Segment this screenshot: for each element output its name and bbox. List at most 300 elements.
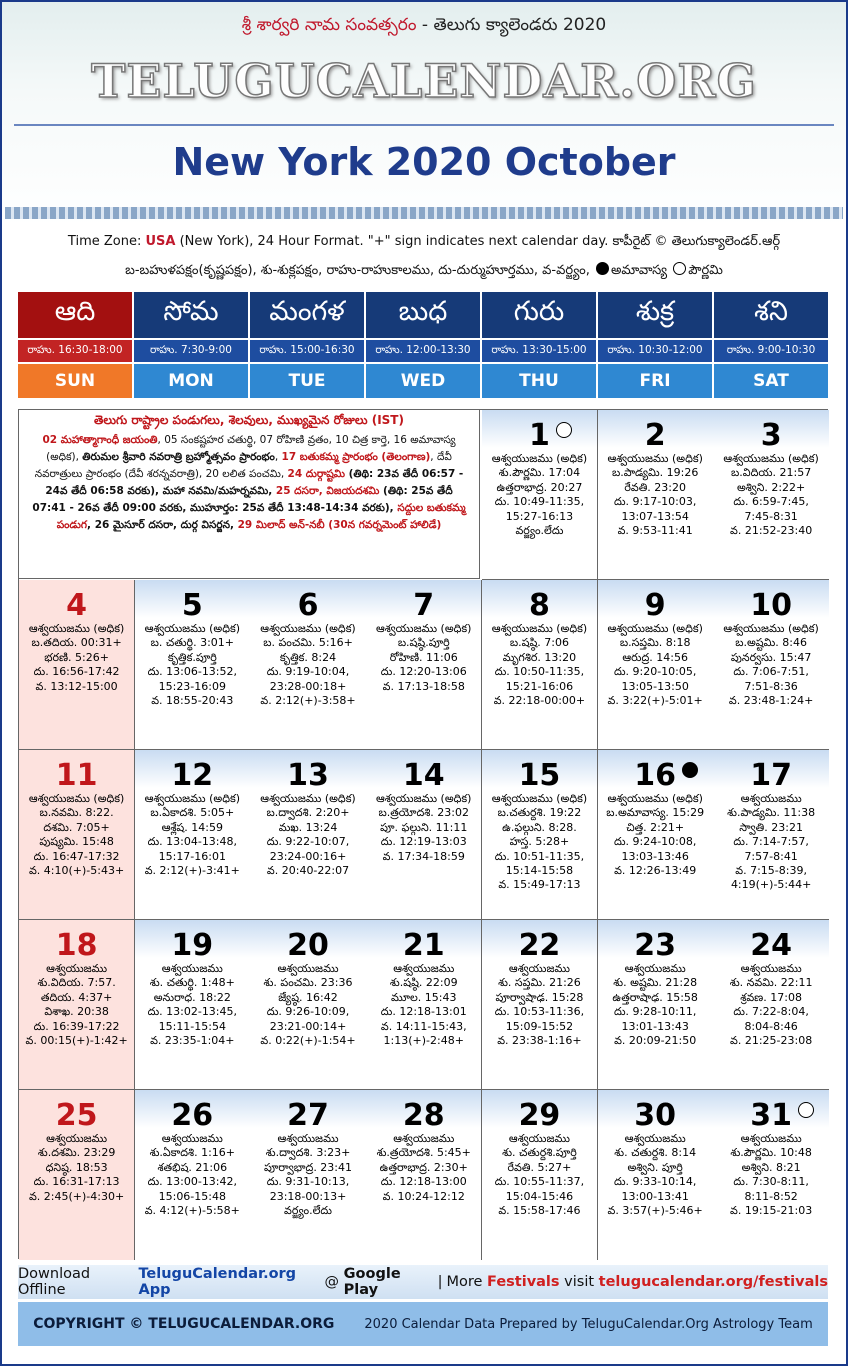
panchang-line: ఆశ్వయుజము [393,962,455,975]
festival-body: 02 మహాత్మాగాంధీ జయంతి, 05 సంకష్టహర చతుర్థి, 07 రోహిణి వ్రతం, 10 చిత్ర కార్తె, 16 అమావాస్య (అధిక), తిరుమల శ్రీవారి నవరాత్రి బ్రహ్మోత్సవం ప్రారంభం, 17 బతుకమ్మ ప్రారంభం (తెలంగాణ), దేవీ నవరాత్రులు ప్రారంభం (దేవీ శరన్నవరాత్రి), 20 లలిత పంచమి, 24 దుర్గాష్టమి (తిథి: 23వ తేదీ 06:57 - 24వ తేదీ 06:58 వరకు), మహా నవమి/మహర్నవమి, 25 దసరా, విజయదశమి (తిథి: 25వ తేదీ 07:41 - 26వ తేదీ 09:00 వరకు, ముహూర్తం: 25వ తేదీ 13:48-14:34 వరకు), సద్దుల బతుకమ్మ పండుగ, 26 మైసూర్ దసరా, దుర్గ విసర్జన, 29 మిలాద్ అన్-నబీ (30న గవర్నమెంట్ హాలిడే) [32,434,466,531]
panchang-line: వ. 9:53-11:41 [617,524,693,538]
day-number: 19 [171,928,214,963]
panchang-line: పుష్యమి. 15:48 [39,835,114,849]
panchang-line: దు. 13:04-13:48, [147,835,238,849]
panchang-line: ఆశ్వయుజము (అధిక) [260,792,356,805]
day-cell[interactable] [713,580,829,750]
panchang-line: దు. 9:20-10:05, [613,665,697,679]
panchang-line: ఆశ్వయుజము (అధిక) [491,622,588,635]
day-number: 27 [287,1098,329,1133]
day-cell[interactable] [713,920,829,1090]
weekday-telugu: సోమ [134,292,248,338]
header [2,2,846,227]
panchang-line: దు. 10:55-11:37, [494,1175,585,1189]
day-number: 11 [55,758,98,793]
weekday-english: SAT [714,364,828,398]
panchang-line: ధనిష్ఠ. 18:53 [45,1160,108,1174]
day-cell[interactable] [135,750,251,920]
panchang-line: వ. 7:15-8:39, [735,864,807,878]
copyright-bar [18,1302,828,1346]
panchang-line: వ. 22:18-00:00+ [493,694,586,708]
panchang-line: దు. 9:19-10:04, [266,665,350,679]
panchang-line: బ.ఏకాదశి. 5:05+ [150,806,235,820]
panchang-line: రేవతి. 5:27+ [507,1160,572,1174]
app-link[interactable]: TeluguCalendar.org App [138,1266,297,1298]
weekday-telugu: శని [714,292,828,338]
day-number: 24 [750,928,792,963]
day-number: 13 [287,758,329,793]
panchang-line: ఆశ్వయుజము [277,962,339,975]
day-number: 10 [750,588,792,623]
panchang-line: 13:07-13:54 [621,509,689,523]
panchang-line: వ. 20:40-22:07 [266,864,350,878]
panchang-line: దు. 9:17-10:03, [613,495,697,509]
amavasya-icon [682,762,698,778]
panchang-line: దు. 6:59-7:45, [733,495,809,509]
day-number: 29 [518,1098,561,1133]
panchang-line: ఆశ్వయుజము [46,962,108,975]
panchang-line: ఆరుద్ర. 14:56 [622,650,688,664]
weekday-english: FRI [598,364,712,398]
panchang-line: శు.దశమి. 23:29 [37,1146,116,1160]
day-cell[interactable] [482,750,598,920]
panchang-line: ఉ.ఫల్గుని. 8:28. [502,820,577,834]
panchang-line: శు. అష్టమి. 21:28 [613,976,698,990]
panchang-line: దు. 12:20-13:06 [380,665,467,679]
day-cell[interactable] [135,1090,251,1260]
panchang-line: దు. 9:22-10:07, [266,835,350,849]
panchang-line: కృత్తిక.పూర్తి [167,650,217,664]
day-cell[interactable] [366,1090,482,1260]
panchang-line: దు. 12:18-13:00 [380,1175,467,1189]
panchang-line: వర్జ్యం.లేదు [515,524,564,538]
panchang-line: ఆశ్వయుజము [277,1132,339,1145]
panchang-line: తదియ. 4:37+ [40,990,113,1004]
panchang-line: శు. నవమి. 22:11 [729,976,813,990]
pournami-icon [798,1102,814,1118]
panchang-line: వ. 2:45(+)-4:30+ [28,1189,125,1203]
weekday-english: MON [134,364,248,398]
panchang-line: 13:01-13:43 [621,1019,689,1033]
panchang-line: దు. 12:18-13:01 [380,1005,467,1019]
festival-list [19,410,480,579]
panchang-line: 13:03-13:46 [621,849,689,863]
panchang-line: అనురాధ. 18:22 [153,990,231,1004]
panchang-line: ఆశ్వయుజము [161,1132,223,1145]
panchang-line: వ. 17:34-18:59 [382,849,465,863]
panchang-line: ఆశ్వయుజము [740,1132,802,1145]
weekday-mon [134,292,248,400]
weekday-header [18,292,828,400]
day-number: 3 [760,418,782,453]
day-number: 17 [750,758,792,793]
samvatsaram-line: శ్రీ శార్వరి నామ సంవత్సరం - తెలుగు క్యాలెండరు 2020 [241,15,607,35]
panchang-line: దు. 10:51-11:35, [494,849,585,863]
panchang-line: 15:11-15:54 [158,1019,226,1033]
panchang-line: 15:06-15:48 [158,1189,226,1203]
panchang-line: 7:57-8:41 [744,849,798,863]
panchang-line: 23:28-00:18+ [269,679,347,693]
panchang-line: బ. చతుర్థి. 3:01+ [150,636,234,650]
day-cell[interactable] [19,750,135,920]
panchang-line: ఆశ్వయుజము [46,1132,108,1145]
panchang-line: శు. చతుర్దశి.పూర్తి [502,1146,577,1160]
festival-title: తెలుగు రాష్ట్రాల పండుగలు, శెలవులు, ముఖ్యమైన రోజులు (IST) [94,413,404,427]
rahu-kalam: రాహు. 7:30-9:00 [134,340,248,362]
panchang-line: శు.పాడ్యమి. 11:38 [727,806,816,820]
weekday-telugu: మంగళ [250,292,364,338]
weekday-telugu: ఆది [18,292,132,338]
day-cell[interactable] [366,920,482,1090]
panchang-line: దశమి. 7:05+ [43,820,110,834]
day-number: 15 [518,758,561,793]
panchang-line: 13:00-13:41 [621,1189,689,1203]
panchang-line: ఆశ్వయుజము (అధిక) [144,792,241,805]
day-number: 23 [634,928,677,963]
panchang-line: బ.చతుర్దశి. 19:22 [497,806,582,820]
day-number: 4 [66,588,88,623]
panchang-line: ఆశ్వయుజము [508,962,570,975]
panchang-line: శు.ద్వాదశి. 3:23+ [265,1146,351,1160]
rahu-kalam: రాహు. 12:00-13:30 [366,340,480,362]
panchang-line: వ. 2:12(+)-3:58+ [260,694,356,708]
panchang-line: శు. చతుర్దశి. 8:14 [614,1146,697,1160]
panchang-line: బ.అష్టమి. 8:46 [735,636,807,650]
pournami-icon [556,422,572,438]
panchang-line: 15:14-15:58 [505,864,574,878]
panchang-line: దు. 12:19-13:03 [380,835,467,849]
weekday-fri [598,292,712,400]
panchang-line: శ్రవణ. 17:08 [740,990,802,1004]
day-cell[interactable] [135,920,251,1090]
panchang-line: దు. 16:31-17:13 [33,1175,120,1189]
panchang-line: శు. చతుర్థి. 1:48+ [149,976,235,990]
panchang-line: 1:13(+)-2:48+ [383,1034,464,1048]
panchang-line: ఆశ్వయుజము [624,1132,686,1145]
day-cell[interactable] [19,1090,135,1260]
weekday-thu [482,292,596,400]
panchang-line: వ. 4:10(+)-5:43+ [28,864,125,878]
download-banner: Download Offline TeluguCalendar.org App @ Google Play | More Festivals visit telugucalendar.org/festivals [18,1266,828,1298]
panchang-line: దు. 16:56-17:42 [33,665,120,679]
panchang-line: బ.షష్ఠి.పూర్తి [397,636,450,650]
day-number: 28 [402,1098,445,1133]
panchang-line: వ. 3:22(+)-5:01+ [607,694,703,708]
weekday-telugu: బుధ [366,292,480,338]
day-cell[interactable] [598,410,714,580]
day-number: 9 [644,588,666,623]
panchang-line: మృగశిర. 13:20 [502,650,577,664]
panchang-line: దు. 10:50-11:35, [494,665,585,679]
day-cell[interactable] [366,750,482,920]
panchang-line: వ. 12:26-13:49 [614,864,697,878]
panchang-line: 15:04-15:46 [505,1189,574,1203]
day-cell[interactable] [19,920,135,1090]
day-number: 1 [529,420,550,452]
panchang-line: ఆశ్వయుజము (అధిక) [491,792,588,805]
day-cell[interactable] [598,750,714,920]
panchang-line: ఆశ్వయుజము (అధిక) [376,792,472,805]
day-number: 7 [413,588,435,623]
day-number: 8 [529,588,550,623]
festivals-link[interactable]: Festivals [487,1274,560,1290]
weekday-telugu: శుక్ర [598,292,712,338]
panchang-line: దు. 9:24-10:08, [613,835,697,849]
panchang-line: మఖ. 13:24 [278,820,338,834]
weekday-telugu: గురు [482,292,596,338]
panchang-line: 23:18-00:13+ [269,1189,347,1203]
day-number: 18 [55,928,98,963]
day-cell[interactable] [482,410,598,580]
panchang-line: ఆశ్వయుజము [740,962,802,975]
panchang-line: ఆశ్వయుజము (అధిక) [28,622,125,635]
panchang-line: వ. 23:48-1:24+ [728,694,814,708]
day-number: 12 [171,758,214,793]
panchang-line: 23:21-00:14+ [269,1019,347,1033]
panchang-line: వ. 10:24-12:12 [382,1189,465,1203]
panchang-line: అశ్విని. 2:22+ [736,480,806,494]
panchang-line: అశ్విని. పూర్తి [627,1160,683,1174]
day-number: 16 [634,760,676,792]
panchang-line: ఆశ్వయుజము [740,792,802,805]
panchang-line: మూల. 15:43 [391,990,457,1004]
panchang-line: 13:05-13:50 [621,679,689,693]
timezone-note: Time Zone: USA (New York), 24 Hour Format. "+" sign indicates next calendar day. కాపీరైట్ © తెలుగుక్యాలెండర్.ఆర్గ్ [67,234,781,249]
panchang-line: శు.త్రయోదశి. 5:45+ [376,1146,471,1160]
panchang-line: వ. 00:15(+)-1:42+ [25,1034,128,1048]
day-number: 31 [750,1100,792,1132]
panchang-line: జ్యేష్ఠ. 16:42 [278,990,338,1004]
panchang-line: ఆశ్వయుజము (అధిక) [607,452,703,465]
panchang-line: 15:09-15:52 [505,1019,574,1033]
festivals-url-link[interactable]: telugucalendar.org/festivals [598,1274,828,1290]
weekday-sun [18,292,132,400]
panchang-line: ఆశ్వయుజము (అధిక) [28,792,125,805]
day-cell[interactable] [250,920,366,1090]
panchang-line: బ. పంచమి. 5:16+ [263,636,353,650]
panchang-line: బ.విదియ. 21:57 [731,466,812,480]
prepared-by: 2020 Calendar Data Prepared by TeluguCalendar.Org Astrology Team [364,1316,813,1332]
panchang-line: భరణి. 5:26+ [44,650,109,664]
panchang-line: 15:21-16:06 [505,679,574,693]
weekday-english: TUE [250,364,364,398]
day-cell[interactable] [482,1090,598,1260]
panchang-line: 23:24-00:16+ [269,849,347,863]
panchang-line: దు. 7:30-8:11, [733,1175,809,1189]
panchang-line: కృత్తిక. 8:24 [279,650,337,664]
panchang-line: 4:19(+)-5:44+ [730,878,812,892]
panchang-line: వ. 4:12(+)-5:58+ [144,1204,240,1218]
decorative-band [5,207,843,219]
panchang-line: 7:45-8:31 [744,509,798,523]
panchang-line: శు.పౌర్ణమి. 17:04 [498,466,581,480]
panchang-line: వ. 0:22(+)-1:54+ [260,1034,356,1048]
panchang-line: దు. 7:06-7:51, [733,665,809,679]
panchang-line: వ. 15:58-17:46 [498,1204,581,1218]
panchang-line: వ. 23:38-1:16+ [497,1034,582,1048]
weekday-english: SUN [18,364,132,398]
weekday-english: WED [366,364,480,398]
panchang-line: వ. 19:15-21:03 [730,1204,813,1218]
rahu-kalam: రాహు. 9:00-10:30 [714,340,828,362]
panchang-line: వ. 15:49-17:13 [498,878,581,892]
day-number: 5 [181,588,203,623]
day-cell[interactable] [713,750,829,920]
rahu-kalam: రాహు. 15:00-16:30 [250,340,364,362]
panchang-line: పునర్వసు. 15:47 [730,650,812,664]
panchang-line: ఆశ్వయుజము (అధిక) [607,792,703,805]
panchang-line: వ. 2:12(+)-3:41+ [144,864,240,878]
panchang-line: బ.ద్వాదశి. 2:20+ [266,806,350,820]
panchang-line: శు.ఏకాదశి. 1:16+ [149,1146,236,1160]
day-cell[interactable] [366,580,482,750]
panchang-line: స్వాతి. 23:21 [739,820,803,834]
panchang-line: దు. 13:06-13:52, [147,665,238,679]
panchang-line: బ.సప్తమి. 8:18 [619,636,691,650]
day-cell[interactable] [250,1090,366,1260]
day-cell[interactable] [135,580,251,750]
rahu-kalam: రాహు. 10:30-12:00 [598,340,712,362]
panchang-line: అశ్విని. 8:21 [741,1160,801,1174]
panchang-line: 15:23-16:09 [158,679,226,693]
panchang-line: వ. 23:35-1:04+ [150,1034,235,1048]
panchang-line: 15:27-16:13 [505,509,574,523]
panchang-line: వ. 18:55-20:43 [151,694,234,708]
panchang-line: వ. 14:11-15:43, [380,1019,467,1033]
day-cell[interactable] [713,1090,829,1260]
panchang-line: శు. పంచమి. 23:36 [263,976,353,990]
panchang-line: 15:17-16:01 [158,849,226,863]
day-cell[interactable] [250,580,366,750]
google-play-link[interactable]: Google Play [343,1266,401,1298]
panchang-line: 8:04-8:46 [744,1019,798,1033]
panchang-line: ఆశ్వయుజము [161,962,223,975]
amavasya-icon [596,262,609,275]
panchang-line: బ.అమావాస్య. 15:29 [606,806,705,820]
day-cell[interactable] [250,750,366,920]
panchang-line: వ. 13:12-15:00 [35,679,118,693]
divider [14,124,834,126]
site-logo[interactable]: TELUGUCALENDAR.ORG [91,54,757,108]
rahu-kalam: రాహు. 16:30-18:00 [18,340,132,362]
panchang-line: వ. 21:52-23:40 [730,524,813,538]
panchang-line: శు. సప్తమి. 21:26 [498,976,581,990]
page-title: New York 2020 October [172,140,676,184]
panchang-line: హస్త. 5:28+ [509,835,570,849]
panchang-line: దు. 7:22-8:04, [733,1005,809,1019]
panchang-line: ఉత్తరాషాఢ. 15:58 [612,990,698,1004]
panchang-line: చిత్త. 2:21+ [626,820,685,834]
panchang-line: ఆశ్వయుజము (అధిక) [723,622,819,635]
panchang-line: దు. 13:02-13:45, [147,1005,238,1019]
panchang-line: శు.షష్ఠి. 22:09 [389,976,458,990]
panchang-line: 7:51-8:36 [744,679,798,693]
panchang-line: ఉత్తరాభాద్ర. 20:27 [496,480,583,494]
day-cell[interactable] [598,920,714,1090]
panchang-line: వ. 21:25-23:08 [730,1034,813,1048]
panchang-line: ఆశ్లేష. 14:59 [161,820,223,834]
day-cell[interactable] [598,1090,714,1260]
panchang-line: దు. 16:39-17:22 [33,1019,120,1033]
rahu-kalam: రాహు. 13:30-15:00 [482,340,596,362]
day-number: 22 [518,928,561,963]
panchang-line: దు. 9:33-10:14, [613,1175,697,1189]
day-number: 6 [297,588,319,623]
panchang-line: రోహిణి. 11:06 [389,650,458,664]
panchang-line: దు. 9:26-10:09, [266,1005,350,1019]
day-number: 26 [171,1098,214,1133]
panchang-line: 8:11-8:52 [744,1189,798,1203]
weekday-tue [250,292,364,400]
panchang-line: బ.త్రయోదశి. 23:02 [378,806,469,820]
pournami-icon [673,262,686,275]
weekday-sat [714,292,828,400]
copyright: COPYRIGHT © TELUGUCALENDAR.ORG [33,1316,335,1332]
panchang-line: దు. 10:53-11:36, [494,1005,585,1019]
panchang-line: దు. 10:49-11:35, [494,495,585,509]
day-cell[interactable] [482,920,598,1090]
weekday-english: THU [482,364,596,398]
panchang-line: పూ. ఫల్గుని. 11:11 [380,820,468,834]
panchang-line: దు. 16:47-17:32 [33,849,120,863]
day-number: 14 [402,758,445,793]
calendar-label: తెలుగు క్యాలెండరు 2020 [433,15,607,35]
panchang-line: ఆశ్వయుజము (అధిక) [260,622,356,635]
panchang-line: బ.పాడ్యమి. 19:26 [611,466,699,480]
panchang-line: ఆశ్వయుజము (అధిక) [491,452,588,465]
day-number: 21 [402,928,445,963]
panchang-line: దు. 7:14-7:57, [733,835,809,849]
panchang-line: బ.తదియ. 00:31+ [31,636,122,650]
panchang-line: ఆశ్వయుజము [393,1132,455,1145]
panchang-line: వ. 20:09-21:50 [614,1034,697,1048]
panchang-line: దు. 9:31-10:13, [266,1175,350,1189]
samvatsaram: శ్రీ శార్వరి నామ సంవత్సరం [241,15,417,35]
panchang-line: పూర్వాషాఢ. 15:28 [495,990,584,1004]
day-number: 25 [55,1098,98,1133]
legend: బ-బహుళపక్షం(కృష్ణపక్షం), శు-శుక్లపక్షం, రాహు-రాహుకాలము, దు-దుర్ముహూర్తము, వ-వర్జ్యం, అమావాస్య పౌర్ణమి [125,263,723,278]
day-cell[interactable] [19,580,135,750]
panchang-line: దు. 13:00-13:42, [147,1175,238,1189]
panchang-line: ఆశ్వయుజము [508,1132,570,1145]
panchang-line: బ.షష్ఠి. 7:06 [509,636,570,650]
panchang-line: ఆశ్వయుజము (అధిక) [607,622,703,635]
panchang-line: ఆశ్వయుజము (అధిక) [376,622,472,635]
panchang-line: వ. 17:13-18:58 [382,679,465,693]
panchang-line: రేవతి. 23:20 [624,480,686,494]
panchang-line: బ.నవమి. 8:22. [39,806,114,820]
day-cell[interactable] [598,580,714,750]
panchang-line: శతభిష. 21:06 [157,1160,228,1174]
panchang-line: విశాఖ. 20:38 [44,1005,109,1019]
day-number: 2 [644,418,666,453]
panchang-line: శు.విదియ. 7:57. [37,976,116,990]
weekday-wed [366,292,480,400]
day-number: 20 [287,928,329,963]
panchang-line: ఆశ్వయుజము [624,962,686,975]
day-cell[interactable] [713,410,829,580]
panchang-line: ఆశ్వయుజము (అధిక) [144,622,241,635]
day-number: 30 [634,1098,677,1133]
day-cell[interactable] [482,580,598,750]
panchang-line: పూర్వాభాద్ర. 23:41 [264,1160,353,1174]
panchang-line: ఆశ్వయుజము (అధిక) [723,452,819,465]
panchang-line: శు.పౌర్ణమి. 10:48 [730,1146,812,1160]
panchang-line: వ. 3:57(+)-5:46+ [607,1204,703,1218]
panchang-line: ఉత్తరాభాద్ర. 2:30+ [379,1160,468,1174]
panchang-line: వర్జ్యం.లేదు [284,1204,332,1218]
panchang-line: దు. 9:28-10:11, [613,1005,697,1019]
